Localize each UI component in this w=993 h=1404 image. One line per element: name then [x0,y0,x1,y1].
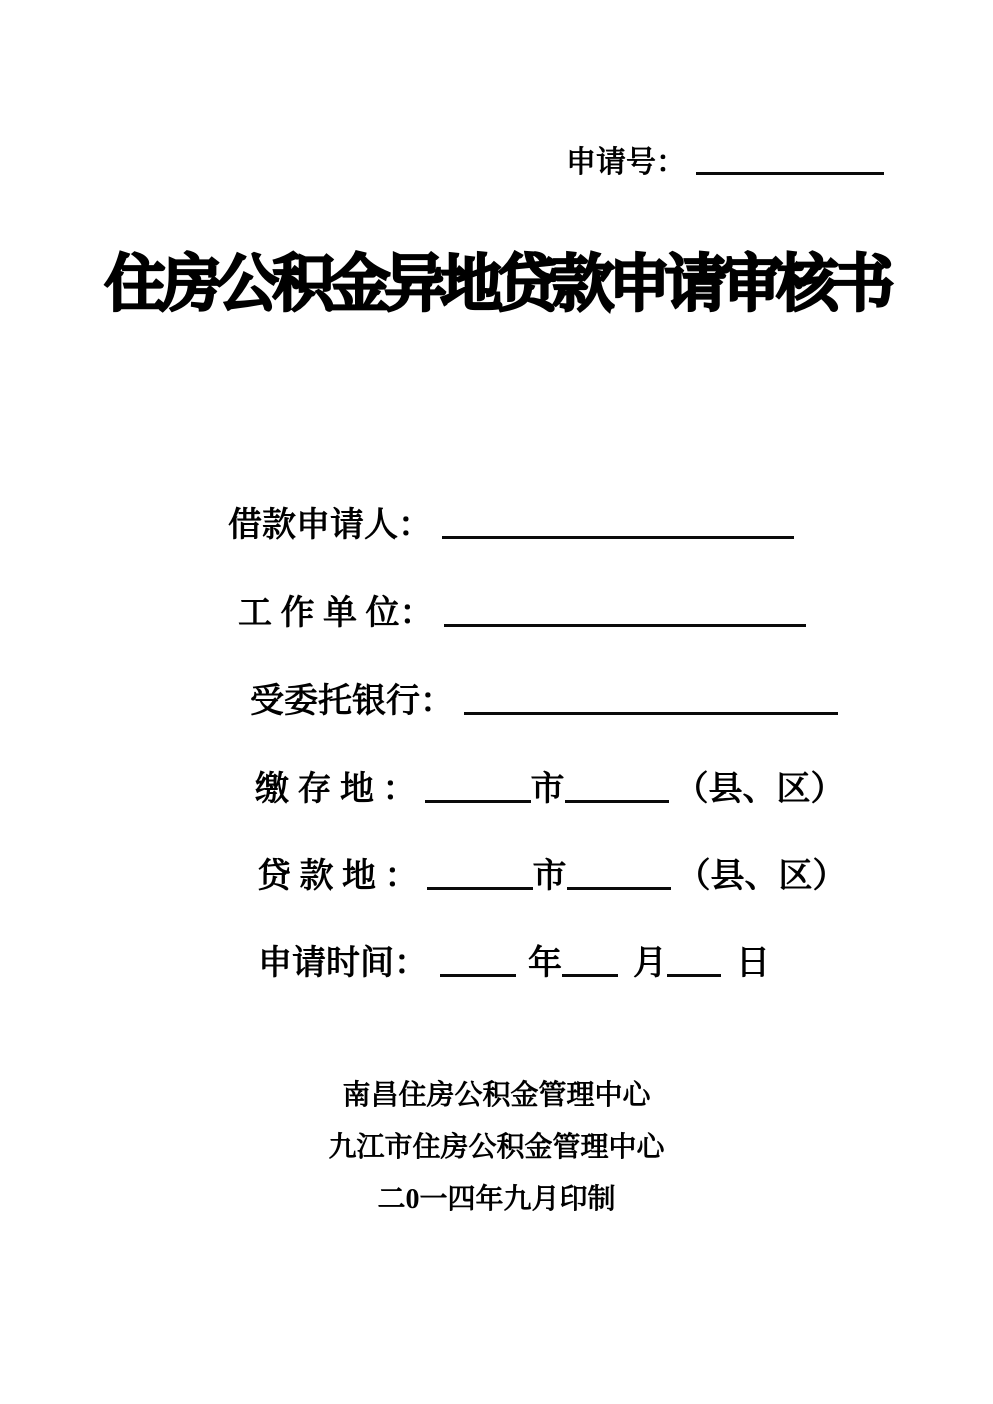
field-apply-day-blank-line [667,974,721,977]
footer-org-jiujiang: 九江市住房公积金管理中心 [328,1132,665,1163]
field-deposit-county-blank-line [565,800,669,803]
field-entrusted-bank [250,682,838,722]
field-work-unit-label: 工 作 单 位： [238,595,434,632]
field-work-unit-blank-line [444,624,806,627]
field-apply-time [258,944,770,984]
field-deposit-county-suffix: （县、区） [674,771,845,808]
field-apply-month-unit: 月 [633,945,667,982]
field-loan-city-unit: 市 [532,858,567,895]
field-loan-county-blank-line [567,887,671,890]
field-loan-place-label: 贷 款 地 ： [257,858,419,895]
field-apply-day-unit: 日 [736,945,770,982]
field-borrower-blank-line [442,536,794,539]
footer [0,1070,993,1226]
field-work-unit [238,594,806,634]
field-borrower [228,506,794,546]
field-apply-time-label: 申请时间： [258,945,428,982]
field-entrusted-bank-label: 受委托银行： [250,683,454,720]
field-apply-year-blank-line [440,974,516,977]
field-loan-city-blank-line [427,887,533,890]
field-apply-year-unit: 年 [528,945,562,982]
field-deposit-city-blank-line [425,800,531,803]
application-number-row [566,146,884,180]
footer-print-date: 二0一四年九月印制 [377,1184,616,1215]
page-title: 住房公积金异地贷款申请审核书 [104,251,889,319]
field-apply-month-blank-line [562,974,618,977]
field-loan-county-suffix: （县、区） [676,858,847,895]
field-deposit-city-unit: 市 [530,771,565,808]
application-number-label: 申请号： [566,146,686,179]
footer-org-nanchang: 南昌住房公积金管理中心 [342,1080,651,1111]
field-deposit-place [255,770,845,810]
field-loan-place [257,857,847,897]
field-borrower-label: 借款申请人： [228,507,432,544]
field-entrusted-bank-blank-line [464,712,838,715]
field-deposit-place-label: 缴 存 地 ： [255,771,417,808]
application-number-blank-line [696,172,884,175]
